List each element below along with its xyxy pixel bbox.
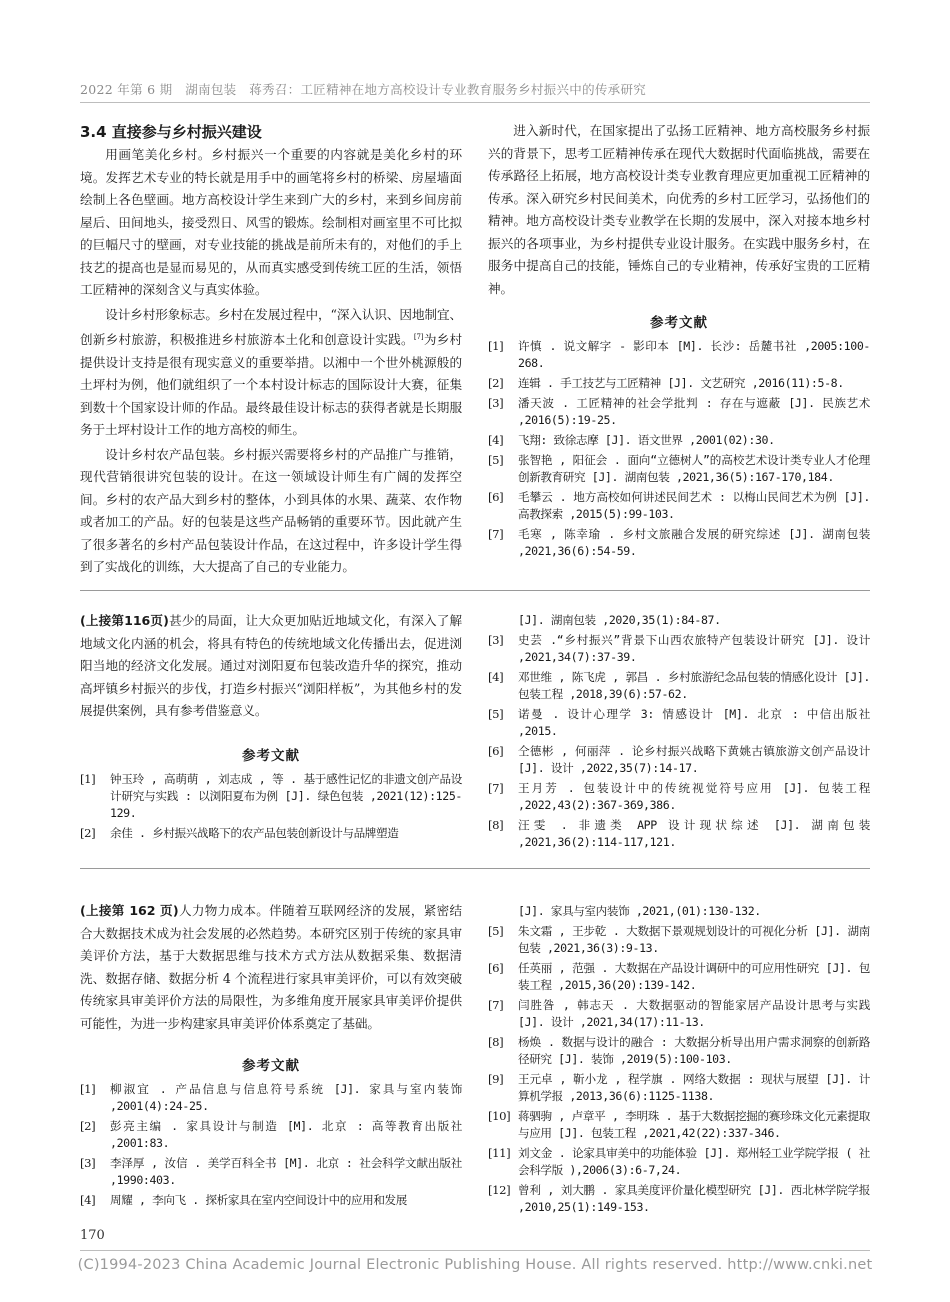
section3-left-column <box>80 900 462 1212</box>
reference-item <box>488 632 870 666</box>
reference-number: [1] <box>488 339 504 353</box>
reference-text: 曾利 , 刘大鹏 . 家具美度评价量化模型研究 [J]. 西北林学院学报 ,2010,25(1):149-153. <box>518 1183 870 1214</box>
footer-rule <box>80 1250 870 1251</box>
reference-number <box>488 612 518 629</box>
reference-number: [3] <box>80 1156 96 1170</box>
reference-text: 钟玉玲 , 高萌萌 , 刘志成 , 等 . 基于感性记忆的非遗文创产品设计研究与实践 : 以浏阳夏布为例 [J]. 绿色包装 ,2021(12):125-129. <box>110 771 462 820</box>
reference-text: 柳淑宜 . 产品信息与信息符号系统 [J]. 家具与室内装饰 ,2001(4):24-25. <box>110 1082 462 1113</box>
reference-item <box>488 923 870 957</box>
reference-item <box>80 771 462 822</box>
reference-text: 王月芳 . 包装设计中的传统视觉符号应用 [J]. 包装工程 ,2022,43(2):367-369,386. <box>518 781 870 812</box>
reference-number: [5] <box>488 707 504 721</box>
reference-text: 汪雯 . 非遗类 APP 设计现状综述 [J]. 湖南包装 ,2021,36(2):114-117,121. <box>518 818 870 849</box>
reference-number: [4] <box>488 433 504 447</box>
reference-text: 潘天波 . 工匠精神的社会学批判 : 存在与遮蔽 [J]. 民族艺术 ,2016(5):19-25. <box>518 396 870 427</box>
section1-right-column <box>488 120 870 563</box>
reference-text: 杨焕 . 数据与设计的融合 : 大数据分析导出用户需求洞察的创新路径研究 [J]. 装饰 ,2019(5):100-103. <box>518 1035 870 1066</box>
section-heading: 3.4 直接参与乡村振兴建设 <box>80 123 262 141</box>
reference-item <box>488 526 870 560</box>
reference-item <box>488 903 870 920</box>
reference-item <box>80 1192 462 1209</box>
reference-number: [2] <box>80 825 96 840</box>
reference-number: [8] <box>488 818 504 832</box>
reference-text: 李泽厚 , 汝信 . 美学百科全书 [M]. 北京 : 社会科学文献出版社 ,1990:403. <box>110 1156 462 1187</box>
reference-list <box>80 1081 462 1209</box>
reference-text: 毛寒 , 陈幸瑜 . 乡村文旅融合发展的研究综述 [J]. 湖南包装 ,2021,36(6):54-59. <box>518 527 870 558</box>
citation-sup: [7] <box>413 333 424 341</box>
references-title: 参考文献 <box>650 315 708 331</box>
reference-text: 邓世维 , 陈飞虎 , 郭昌 . 乡村旅游纪念品包装的情感化设计 [J]. 包装工程 ,2018,39(6):57-62. <box>518 670 870 701</box>
reference-number: [1] <box>80 1082 96 1096</box>
reference-number: [10] <box>488 1109 511 1123</box>
continued-label: (上接第116页) <box>80 613 169 628</box>
reference-item <box>488 1034 870 1068</box>
reference-number: [5] <box>488 453 504 467</box>
section2-right-column <box>488 612 870 854</box>
reference-item <box>80 825 462 842</box>
reference-number: [12] <box>488 1183 511 1197</box>
reference-number: [4] <box>488 670 504 684</box>
references-title: 参考文献 <box>242 747 300 764</box>
reference-item <box>80 1118 462 1152</box>
reference-text: 毛攀云 . 地方高校如何讲述民间艺术 : 以梅山民间艺术为例 [J]. 高教探索 ,2015(5):99-103. <box>518 490 870 521</box>
reference-number: [4] <box>80 1193 96 1207</box>
body-paragraph: 设计乡村农产品包装。乡村振兴需要将乡村的产品推广与推销，现代营销很讲究包装的设计。在这一领域设计师生有广阔的发挥空间。乡村的农产品大到乡村的整体，小到具体的水果、蔬菜、农作物或者加工的产品。好的包装是这些产品畅销的重要环节。因此就产生了很多著名的乡村产品包装设计作品，在这过程中，许多设计学生得到了实战化的训练，大大提高了自己的专业能力。 <box>80 446 462 575</box>
reference-number: [3] <box>488 396 504 410</box>
reference-number: [6] <box>488 961 504 975</box>
reference-number: [2] <box>80 1119 96 1133</box>
reference-item <box>488 997 870 1031</box>
reference-text: 许慎 . 说文解字 - 影印本 [M]. 长沙: 岳麓书社 ,2005:100-268. <box>518 339 870 370</box>
reference-item <box>488 960 870 994</box>
reference-number: [6] <box>488 490 504 504</box>
header-rule <box>80 102 870 103</box>
reference-number: [8] <box>488 1035 504 1049</box>
reference-item <box>488 1182 870 1216</box>
reference-number: [11] <box>488 1146 511 1160</box>
reference-item <box>488 338 870 372</box>
reference-number: [2] <box>488 376 504 390</box>
reference-text: 蒋驷驹 , 卢章平 , 李明珠 . 基于大数据挖掘的赛珍珠文化元素提取与应用 [J]. 包装工程 ,2021,42(22):337-346. <box>518 1109 870 1140</box>
section1-left-column <box>80 120 462 581</box>
reference-list <box>488 338 870 560</box>
section-divider <box>80 590 870 591</box>
body-paragraph: (上接第116页)甚少的局面，让大众更加贴近地域文化，有深入了解地域文化内涵的机会，将具有特色的传统地域文化传播出去，促进浏阳当地的经济文化发展。通过对浏阳夏布包装改造升华的探究，推动高坪镇乡村振兴的步伐，打造乡村振兴“浏阳样板”，为其他乡村的发展提供案例，具有参考借鉴意义。 <box>80 613 463 718</box>
reference-text: 仝德彬 , 何丽萍 . 论乡村振兴战略下黄姚古镇旅游文创产品设计 [J]. 设计 ,2022,35(7):14-17. <box>518 744 870 775</box>
reference-text: 飞翔: 致徐志摩 [J]. 语文世界 ,2001(02):30. <box>518 433 775 447</box>
reference-number: [7] <box>488 998 504 1012</box>
reference-item <box>488 375 870 392</box>
references-title: 参考文献 <box>242 1058 300 1074</box>
reference-item <box>488 432 870 449</box>
reference-item <box>488 1071 870 1105</box>
running-header: 2022 年第 6 期 湖南包装 蒋秀召：工匠精神在地方高校设计专业教育服务乡村振兴中的传承研究 <box>80 82 647 97</box>
reference-item <box>488 489 870 523</box>
reference-number: [7] <box>488 527 504 541</box>
reference-item <box>488 395 870 429</box>
body-paragraph: 用画笔美化乡村。乡村振兴一个重要的内容就是美化乡村的环境。发挥艺术专业的特长就是用手中的画笔将乡村的桥梁、房屋墙面绘制上各色壁画。地方高校设计学生来到广大的乡村，来到乡间房前屋后、田间地头，接受烈日、风雪的锻炼。绘制相对画室里不可比拟的巨幅尺寸的壁画，对专业技能的挑战是前所未有的，对他们的手上技艺的提高也是显而易见的，从而真实感受到传统工匠的生活，领悟工匠精神的深刻含义与真实体验。 <box>80 147 462 297</box>
reference-text: [J]. 家具与室内装饰 ,2021,(01):130-132. <box>518 904 761 918</box>
body-paragraph: 进入新时代，在国家提出了弘扬工匠精神、地方高校服务乡村振兴的背景下，思考工匠精神传承在现代大数据时代面临挑战，需要在传承路径上拓展，地方高校设计类专业教育理应更加重视工匠精神的传承。深入研究乡村民间美术，向优秀的乡村工匠学习，弘扬他们的精神。地方高校设计类专业教学在长期的发展中，深入对接本地乡村振兴的各项事业，为乡村提供专业设计服务。在实践中服务乡村，在服务中提高自己的技能，锤炼自己的专业精神，传承好宝贵的工匠精神。 <box>488 123 870 296</box>
reference-number: [3] <box>488 633 504 647</box>
reference-item <box>488 780 870 814</box>
reference-item <box>488 817 870 851</box>
section-divider <box>80 868 870 869</box>
reference-item <box>488 1108 870 1142</box>
reference-text: 周耀 , 李向飞 . 探析家具在室内空间设计中的应用和发展 <box>110 1193 407 1207</box>
reference-text: [J]. 湖南包装 ,2020,35(1):84-87. <box>518 613 721 627</box>
section3-right-column <box>488 903 870 1219</box>
reference-item <box>488 669 870 703</box>
reference-text: 连辑 . 手工技艺与工匠精神 [J]. 文艺研究 ,2016(11):5-8. <box>518 376 844 390</box>
reference-list <box>488 903 870 1216</box>
reference-text: 朱文霜 , 王步乾 . 大数据下景观规划设计的可视化分析 [J]. 湖南包装 ,2021,36(3):9-13. <box>518 924 870 955</box>
reference-item <box>80 1081 462 1115</box>
reference-number: [9] <box>488 1072 504 1086</box>
reference-number <box>488 903 518 920</box>
reference-number: [7] <box>488 781 504 795</box>
section2-left-column <box>80 610 462 845</box>
reference-list <box>488 612 870 851</box>
reference-item <box>488 452 870 486</box>
copyright-footer: (C)1994-2023 China Academic Journal Electronic Publishing House. All rights reserved. http://www.cnki.net <box>77 1257 873 1273</box>
reference-text: 任英丽 , 范强 . 大数据在产品设计调研中的可应用性研究 [J]. 包装工程 ,2015,36(20):139-142. <box>518 961 870 992</box>
reference-item <box>488 743 870 777</box>
reference-text: 张智艳 , 阳征会 . 面向“立德树人”的高校艺术设计类专业人才伦理创新教育研究 [J]. 湖南包装 ,2021,36(5):167-170,184. <box>518 453 870 484</box>
reference-text: 诺曼 . 设计心理学 3: 情感设计 [M]. 北京 : 中信出版社 ,2015. <box>518 707 870 738</box>
page-number: 170 <box>80 1228 105 1243</box>
reference-text: 刘文金 . 论家具审美中的功能体验 [J]. 郑州轻工业学院学报 ( 社会科学版 ),2006(3):6-7,24. <box>518 1146 870 1177</box>
reference-text: 王元卓 , 靳小龙 , 程学旗 . 网络大数据 : 现状与展望 [J]. 计算机学报 ,2013,36(6):1125-1138. <box>518 1072 870 1103</box>
continued-label: (上接第 162 页) <box>80 903 179 918</box>
body-paragraph: 设计乡村形象标志。乡村在发展过程中，“深入认识、因地制宜、创新乡村旅游，积极推进乡村旅游本土化和创意设计实践。[7]为乡村提供设计支持是很有现实意义的重要举措。以湘中一个世外桃源般的土坪村为例，他们就组织了一个本村设计标志的国际设计大赛，征集到数十个国家设计师的作品。最终最佳设计标志的获得者就是长期服务于土坪村设计工作的地方高校的师生。 <box>80 306 463 438</box>
reference-list <box>80 771 462 842</box>
reference-number: [5] <box>488 924 504 938</box>
reference-number: [1] <box>80 771 96 786</box>
body-paragraph: (上接第 162 页)人力物力成本。伴随着互联网经济的发展，紧密结合大数据技术成为社会发展的必然趋势。本研究区别于传统的家具审美评价方法，基于大数据思维与技术方式方法从数据采集、数据清洗、数据存储、数据分析 4 个流程进行家具审美评价，可以有效突破传统家具审美评价方法的局限性，为多维角度开展家具审美评价提供可能性，为进一步构建家具审美评价体系奠定了基础。 <box>80 903 462 1031</box>
reference-item <box>80 1155 462 1189</box>
reference-text: 史芸 .“乡村振兴”背景下山西农旅特产包装设计研究 [J]. 设计 ,2021,34(7):37-39. <box>518 633 870 664</box>
reference-item <box>488 612 870 629</box>
reference-item <box>488 1145 870 1179</box>
reference-text: 余佳 . 乡村振兴战略下的农产品包装创新设计与品牌塑造 <box>110 825 399 840</box>
reference-item <box>488 706 870 740</box>
reference-number: [6] <box>488 744 504 758</box>
reference-text: 彭亮主编 . 家具设计与制造 [M]. 北京 : 高等教育出版社 ,2001:83. <box>110 1119 462 1150</box>
reference-text: 闫胜昝 , 韩志天 . 大数据驱动的智能家居产品设计思考与实践 [J]. 设计 ,2021,34(17):11-13. <box>518 998 870 1029</box>
